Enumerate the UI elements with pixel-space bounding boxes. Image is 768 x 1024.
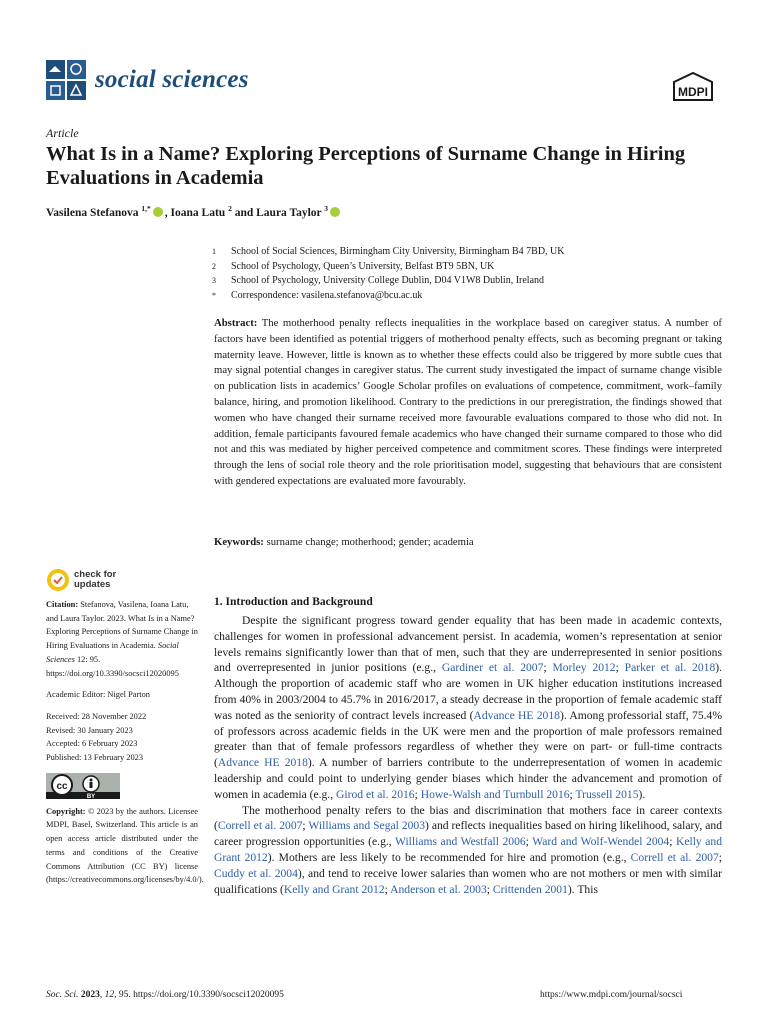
body-text-segment: ; — [525, 835, 533, 849]
keywords-text: surname change; motherhood; gender; academia — [266, 536, 474, 548]
author-separator: , — [164, 206, 171, 219]
citation-link[interactable]: Correll et al. 2007 — [630, 850, 719, 864]
author-separator: and — [231, 206, 257, 219]
footer-year: 2023 — [80, 990, 100, 1000]
citation-link[interactable]: Howe-Walsh and Turnbull 2016 — [420, 787, 570, 801]
cc-by-label: BY — [86, 793, 96, 799]
citation-link[interactable]: Advance HE 2018 — [217, 756, 308, 770]
body-text-segment: ; — [414, 787, 421, 801]
citation-link[interactable]: Morley 2012 — [552, 661, 616, 675]
body-text-segment: ). A number of barriers contribute to the underrepresentation of women in academic leadership and could point to underlying gender biases which hinder the advancement and promotion of women in academia (e.g., — [214, 756, 723, 801]
author-affiliation-mark: 3 — [324, 204, 329, 213]
updates-line-1: check for — [74, 569, 117, 580]
abstract-text: The motherhood penalty reflects inequalities in the workplace based on caregiver status. A number of factors have been identified as potential triggers of motherhood penalty effects, such as becoming pregnant or taking maternity leave. However, little is known as to whether these effects could also be triggered by more subtle cues that may signal potential changes in caregiver status. The current study investigated the impact of surname change visible on publication lists in academics’ Google Scholar profiles on evaluations of competence, commitment, work–family balance, hiring, and promotion likelihood. Contrary to the predictions in our preregistration, the findings showed that women who have changed their surname received more favourable evaluations compared to those who did not. In addition, female participants favoured female academics who have changed their surname compared to those who did not and this was mediated by higher perceived competence and commitment scores. These findings were interpreted through the lens of social role theory and the role prioritisation model, suggesting that behaviours that are consistent with gendered expectations are evaluated more favourably. — [214, 317, 722, 487]
body-text-segment: ; — [384, 882, 391, 896]
body-text-segment: Despite the significant progress toward gender equality that has been made in academic contexts, challenges for women in professional advancement persist. In academia, women’s representation at senior levels remains significantly lower than that of men, such that they are underrepresented in senior positions and overrepresented in junior positions (e.g., — [214, 614, 722, 675]
author-affiliation-mark: 1,* — [141, 204, 151, 213]
affiliation-text: School of Psychology, University College Dublin, D04 V1W8 Dublin, Ireland — [231, 275, 545, 286]
citation-link[interactable]: Williams and Westfall 2006 — [394, 835, 526, 849]
citation-link[interactable]: Ward and Wolf-Wendel 2004 — [532, 835, 670, 849]
affiliations — [212, 245, 565, 303]
citation-link[interactable]: Correll et al. 2007 — [217, 819, 303, 833]
correspondence — [212, 289, 565, 304]
affiliation-3 — [212, 274, 565, 289]
copyright-label: Copyright: — [46, 806, 86, 816]
citation-link[interactable]: Girod et al. 2016 — [336, 787, 415, 801]
article-title: What Is in a Name? Exploring Perceptions of Surname Change in Hiring Evaluations in Academia — [46, 143, 686, 189]
affiliation-2 — [212, 260, 565, 275]
citation-label: Citation: — [46, 600, 79, 609]
body-paragraph — [214, 613, 722, 803]
citation-link[interactable]: Advance HE 2018 — [473, 708, 560, 722]
abstract-label: Abstract: — [214, 317, 258, 329]
author-affiliation-mark: 2 — [228, 204, 232, 213]
copyright-text: © 2023 by the authors. Licensee MDPI, Basel, Switzerland. This article is an open access article distributed under the terms and conditions of the Creative Commons Attribution (CC BY) license (https://creativecommons.org/licenses/by/4.0/). — [46, 806, 204, 885]
date-revised: Revised: 30 January 2023 — [46, 725, 133, 735]
body-text-segment: The motherhood penalty refers to the bias and discrimination that mothers face in career contexts ( — [214, 803, 722, 833]
abstract — [214, 316, 722, 490]
footer-journal-abbrev: Soc. Sci. — [46, 990, 79, 1000]
footer-citation: Soc. Sci. 2023, 12, 95. https://doi.org/10.3390/socsci12020095 — [46, 990, 284, 1000]
citation-link[interactable]: Parker et al. 2018 — [624, 661, 716, 675]
affiliation-text: School of Social Sciences, Birmingham City University, Birmingham B4 7BD, UK — [231, 246, 565, 257]
body-text-segment: ; — [718, 850, 722, 864]
citation-link[interactable]: Anderson et al. 2003 — [390, 882, 487, 896]
citation-doi[interactable]: 12: 95. https://doi.org/10.3390/socsci12020095 — [46, 654, 179, 678]
affiliation-mark: 1 — [212, 247, 216, 256]
affiliation-text[interactable]: Correspondence: vasilena.stefanova@bcu.ac.uk — [231, 289, 423, 301]
journal-name: social sciences — [95, 66, 249, 93]
orcid-icon[interactable] — [153, 207, 163, 217]
author-name[interactable]: Laura Taylor — [256, 206, 325, 219]
body-text-segment: ). Among professorial staff, 75.4% of professors across academic fields in the UK were men and the proportion of male professors remained greater than that of female professors regardless of whether they were on part- or full-time contracts ( — [214, 708, 723, 770]
footer-doi[interactable]: , 95. https://doi.org/10.3390/socsci12020095 — [114, 990, 284, 1000]
check-for-updates-badge[interactable] — [46, 568, 116, 592]
section-heading: 1. Introduction and Background — [214, 596, 373, 608]
body-text-segment: ; — [543, 661, 553, 675]
date-received: Received: 28 November 2022 — [46, 711, 147, 721]
affiliation-1 — [212, 245, 565, 260]
footer-journal-url[interactable]: https://www.mdpi.com/journal/socsci — [540, 990, 683, 1000]
body-text-segment: ; — [669, 835, 676, 849]
author-list — [46, 204, 342, 219]
updates-line-2: updates — [74, 579, 111, 590]
citation-link[interactable]: Gardiner et al. 2007 — [441, 661, 544, 675]
affiliation-text: School of Psychology, Queen’s University, Belfast BT9 5BN, UK — [231, 260, 495, 272]
cc-by-license-badge[interactable] — [46, 773, 120, 799]
date-published: Published: 13 February 2023 — [46, 753, 144, 763]
keywords-label: Keywords: — [214, 536, 264, 548]
body-text-segment: ; — [486, 882, 493, 896]
author-name[interactable]: Vasilena Stefanova — [46, 206, 142, 219]
check-for-updates-icon — [46, 568, 70, 592]
body-text — [214, 613, 722, 897]
citation-link[interactable]: Kelly and Grant 2012 — [283, 882, 385, 896]
body-text-segment: ). Although the proportion of academic staff who are women in UK higher education institutions increased from 40% in 2003/2004 to 45.7% in 2016/2017, a steady decrease in the proportion of female academic staff was noted as the seniority of contract levels increased ( — [214, 661, 723, 722]
copyright-block — [46, 805, 204, 887]
citation-block — [46, 598, 198, 680]
article-info-sidebar — [46, 598, 204, 887]
body-text-segment: ; — [569, 787, 576, 801]
body-paragraph — [214, 803, 722, 898]
body-text-segment: ). Mothers are less likely to be recommended for hire and promotion (e.g., — [267, 850, 631, 864]
journal-logo-icon — [46, 60, 86, 100]
affiliation-mark: 3 — [212, 276, 216, 285]
body-text-segment: ). This — [567, 882, 598, 896]
citation-link[interactable]: Trussell 2015 — [575, 787, 639, 801]
publisher-logo-text: MDPI — [678, 85, 708, 99]
body-text-segment: ). — [638, 787, 646, 801]
date-accepted: Accepted: 6 February 2023 — [46, 739, 138, 749]
mdpi-logo — [666, 70, 720, 106]
academic-editor: Academic Editor: Nigel Parton — [46, 690, 150, 700]
author-name[interactable]: Ioana Latu — [170, 206, 229, 219]
citation-link[interactable]: Williams and Segal 2003 — [308, 819, 426, 833]
affiliation-mark: * — [212, 290, 216, 300]
body-text-segment: ) and reflects inequalities based on hiring likelihood, salary, and career progression opportunities (e.g., — [214, 819, 722, 849]
orcid-icon[interactable] — [330, 207, 340, 217]
body-text-segment: ; — [302, 819, 309, 833]
body-text-segment: ), and tend to receive lower salaries than women who are not mothers or men with similar qualifications ( — [214, 866, 722, 896]
affiliation-mark: 2 — [212, 261, 216, 271]
footer-volume: 12 — [104, 990, 115, 1000]
keywords — [214, 536, 474, 548]
citation-link[interactable]: Kelly and Grant 2012 — [214, 835, 722, 864]
article-type: Article — [46, 126, 79, 140]
citation-link[interactable]: Crittenden 2001 — [492, 882, 568, 896]
citation-journal: Social Sciences — [46, 641, 179, 664]
svg-text:cc: cc — [56, 780, 68, 792]
citation-link[interactable]: Cuddy et al. 2004 — [214, 866, 298, 880]
body-text-segment: ; — [615, 661, 625, 675]
citation-text: Stefanova, Vasilena, Ioana Latu, and Laura Taylor. 2023. What Is in a Name? Exploring Perceptions of Surname Change in Hiring Evaluations in Academia. — [46, 600, 198, 651]
